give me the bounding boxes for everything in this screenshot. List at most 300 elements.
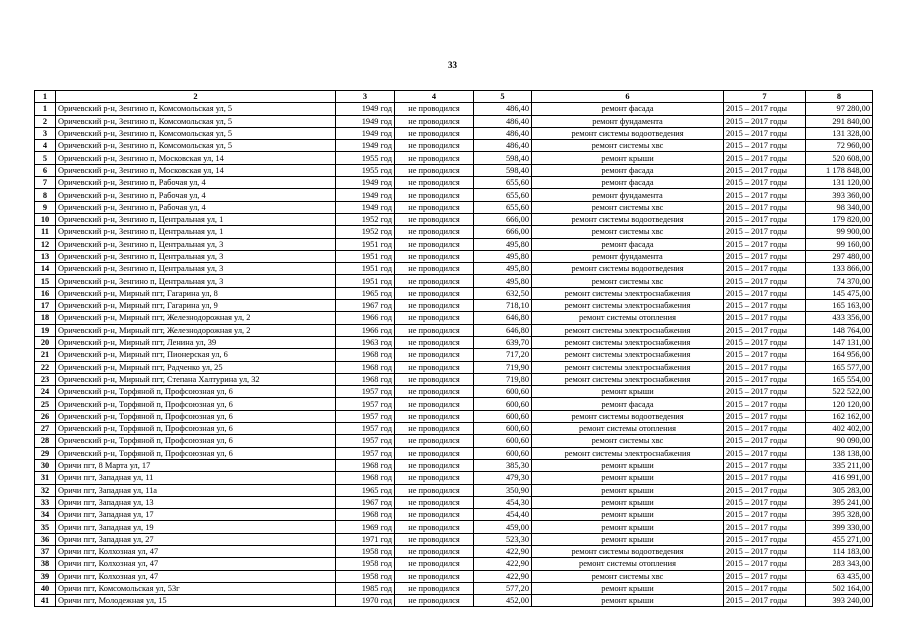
inspection-cell: не проводился [395, 189, 474, 201]
period-cell: 2015 – 2017 годы [724, 238, 806, 250]
cost-cell: 402 402,00 [806, 423, 873, 435]
row-number-cell: 17 [35, 300, 56, 312]
table-row [35, 226, 873, 238]
area-cell: 385,30 [474, 459, 532, 471]
address-cell: Оричевский р-н, Мирный пгт, Железнодорожная ул, 2 [56, 312, 336, 324]
table-row [35, 300, 873, 312]
inspection-cell: не проводился [395, 250, 474, 262]
area-cell: 452,00 [474, 595, 532, 607]
inspection-cell: не проводился [395, 373, 474, 385]
year-built-cell: 1965 год [336, 484, 395, 496]
column-number: 6 [532, 91, 724, 103]
row-number-cell: 7 [35, 177, 56, 189]
table-row [35, 373, 873, 385]
period-cell: 2015 – 2017 годы [724, 533, 806, 545]
period-cell: 2015 – 2017 годы [724, 582, 806, 594]
year-built-cell: 1958 год [336, 545, 395, 557]
table-row [35, 361, 873, 373]
address-cell: Оричевский р-н, Зенгино п, Рабочая ул, 4 [56, 201, 336, 213]
year-built-cell: 1958 год [336, 558, 395, 570]
work-type-cell: ремонт фасада [532, 103, 724, 115]
year-built-cell: 1968 год [336, 349, 395, 361]
row-number-cell: 26 [35, 410, 56, 422]
inspection-cell: не проводился [395, 226, 474, 238]
work-type-cell: ремонт системы отопления [532, 423, 724, 435]
table-row [35, 115, 873, 127]
area-cell: 655,60 [474, 189, 532, 201]
row-number-cell: 2 [35, 115, 56, 127]
row-number-cell: 39 [35, 570, 56, 582]
area-cell: 454,40 [474, 509, 532, 521]
cost-cell: 133 866,00 [806, 263, 873, 275]
table-row [35, 533, 873, 545]
year-built-cell: 1966 год [336, 312, 395, 324]
cost-cell: 520 608,00 [806, 152, 873, 164]
row-number-cell: 15 [35, 275, 56, 287]
cost-cell: 97 280,00 [806, 103, 873, 115]
table-row [35, 570, 873, 582]
work-type-cell: ремонт фасада [532, 177, 724, 189]
inspection-cell: не проводился [395, 545, 474, 557]
year-built-cell: 1955 год [336, 152, 395, 164]
row-number-cell: 38 [35, 558, 56, 570]
table-row [35, 140, 873, 152]
year-built-cell: 1957 год [336, 386, 395, 398]
area-cell: 486,40 [474, 140, 532, 152]
row-number-cell: 29 [35, 447, 56, 459]
work-type-cell: ремонт системы электроснабжения [532, 447, 724, 459]
period-cell: 2015 – 2017 годы [724, 509, 806, 521]
work-type-cell: ремонт системы электроснабжения [532, 361, 724, 373]
address-cell: Оричи пгт, Западная ул, 19 [56, 521, 336, 533]
cost-cell: 393 240,00 [806, 595, 873, 607]
address-cell: Оричевский р-н, Зенгино п, Центральная ул, 3 [56, 263, 336, 275]
area-cell: 495,80 [474, 250, 532, 262]
row-number-cell: 22 [35, 361, 56, 373]
period-cell: 2015 – 2017 годы [724, 164, 806, 176]
period-cell: 2015 – 2017 годы [724, 152, 806, 164]
address-cell: Оричевский р-н, Торфяной п, Профсоюзная ул, 6 [56, 398, 336, 410]
year-built-cell: 1970 год [336, 595, 395, 607]
area-cell: 486,40 [474, 103, 532, 115]
period-cell: 2015 – 2017 годы [724, 349, 806, 361]
inspection-cell: не проводился [395, 435, 474, 447]
row-number-cell: 10 [35, 213, 56, 225]
year-built-cell: 1949 год [336, 140, 395, 152]
year-built-cell: 1957 год [336, 410, 395, 422]
row-number-cell: 40 [35, 582, 56, 594]
inspection-cell: не проводился [395, 115, 474, 127]
area-cell: 495,80 [474, 238, 532, 250]
work-type-cell: ремонт крыши [532, 582, 724, 594]
inspection-cell: не проводился [395, 423, 474, 435]
inspection-cell: не проводился [395, 496, 474, 508]
work-type-cell: ремонт крыши [532, 484, 724, 496]
period-cell: 2015 – 2017 годы [724, 472, 806, 484]
row-number-cell: 16 [35, 287, 56, 299]
year-built-cell: 1949 год [336, 127, 395, 139]
row-number-cell: 1 [35, 103, 56, 115]
inspection-cell: не проводился [395, 558, 474, 570]
year-built-cell: 1949 год [336, 201, 395, 213]
area-cell: 454,30 [474, 496, 532, 508]
table-row [35, 275, 873, 287]
period-cell: 2015 – 2017 годы [724, 373, 806, 385]
period-cell: 2015 – 2017 годы [724, 595, 806, 607]
work-type-cell: ремонт системы хвс [532, 435, 724, 447]
table-row [35, 213, 873, 225]
work-type-cell: ремонт системы хвс [532, 140, 724, 152]
year-built-cell: 1951 год [336, 275, 395, 287]
period-cell: 2015 – 2017 годы [724, 410, 806, 422]
address-cell: Оричевский р-н, Мирный пгт, Гагарина ул, 8 [56, 287, 336, 299]
cost-cell: 297 480,00 [806, 250, 873, 262]
period-cell: 2015 – 2017 годы [724, 127, 806, 139]
address-cell: Оричевский р-н, Мирный пгт, Железнодорожная ул, 2 [56, 324, 336, 336]
row-number-cell: 30 [35, 459, 56, 471]
table-row [35, 410, 873, 422]
table-row [35, 509, 873, 521]
year-built-cell: 1968 год [336, 373, 395, 385]
address-cell: Оричевский р-н, Торфяной п, Профсоюзная ул, 6 [56, 423, 336, 435]
row-number-cell: 27 [35, 423, 56, 435]
area-cell: 600,60 [474, 398, 532, 410]
cost-cell: 114 183,00 [806, 545, 873, 557]
inspection-cell: не проводился [395, 533, 474, 545]
row-number-cell: 5 [35, 152, 56, 164]
address-cell: Оричи пгт, Комсомольская ул, 53г [56, 582, 336, 594]
period-cell: 2015 – 2017 годы [724, 435, 806, 447]
table-row [35, 152, 873, 164]
address-cell: Оричевский р-н, Зенгино п, Центральная ул, 3 [56, 250, 336, 262]
area-cell: 479,30 [474, 472, 532, 484]
table-row [35, 484, 873, 496]
inspection-cell: не проводился [395, 213, 474, 225]
work-type-cell: ремонт системы отопления [532, 558, 724, 570]
work-type-cell: ремонт системы водоотведения [532, 410, 724, 422]
area-cell: 598,40 [474, 164, 532, 176]
row-number-cell: 20 [35, 336, 56, 348]
period-cell: 2015 – 2017 годы [724, 545, 806, 557]
address-cell: Оричи пгт, Колхозная ул, 47 [56, 558, 336, 570]
table-row [35, 336, 873, 348]
year-built-cell: 1968 год [336, 361, 395, 373]
table-row [35, 435, 873, 447]
work-type-cell: ремонт системы водоотведения [532, 545, 724, 557]
address-cell: Оричи пгт, Западная ул, 11а [56, 484, 336, 496]
area-cell: 666,00 [474, 226, 532, 238]
year-built-cell: 1957 год [336, 447, 395, 459]
column-number: 3 [336, 91, 395, 103]
inspection-cell: не проводился [395, 312, 474, 324]
period-cell: 2015 – 2017 годы [724, 103, 806, 115]
year-built-cell: 1949 год [336, 177, 395, 189]
address-cell: Оричевский р-н, Торфяной п, Профсоюзная ул, 6 [56, 447, 336, 459]
column-number-row [35, 91, 873, 103]
table-row [35, 250, 873, 262]
column-number: 5 [474, 91, 532, 103]
table-row [35, 324, 873, 336]
period-cell: 2015 – 2017 годы [724, 287, 806, 299]
inspection-cell: не проводился [395, 164, 474, 176]
year-built-cell: 1951 год [336, 263, 395, 275]
address-cell: Оричевский р-н, Зенгино п, Комсомольская ул, 5 [56, 140, 336, 152]
cost-cell: 283 343,00 [806, 558, 873, 570]
work-type-cell: ремонт системы хвс [532, 201, 724, 213]
period-cell: 2015 – 2017 годы [724, 312, 806, 324]
cost-cell: 145 475,00 [806, 287, 873, 299]
work-type-cell: ремонт крыши [532, 595, 724, 607]
year-built-cell: 1949 год [336, 189, 395, 201]
table-row [35, 582, 873, 594]
period-cell: 2015 – 2017 годы [724, 300, 806, 312]
column-number: 1 [35, 91, 56, 103]
year-built-cell: 1965 год [336, 287, 395, 299]
cost-cell: 162 162,00 [806, 410, 873, 422]
inspection-cell: не проводился [395, 361, 474, 373]
cost-cell: 502 164,00 [806, 582, 873, 594]
repair-register-table [34, 90, 873, 607]
area-cell: 600,60 [474, 447, 532, 459]
area-cell: 422,90 [474, 570, 532, 582]
cost-cell: 138 138,00 [806, 447, 873, 459]
year-built-cell: 1963 год [336, 336, 395, 348]
column-number: 7 [724, 91, 806, 103]
row-number-cell: 21 [35, 349, 56, 361]
work-type-cell: ремонт крыши [532, 521, 724, 533]
work-type-cell: ремонт системы водоотведения [532, 127, 724, 139]
row-number-cell: 6 [35, 164, 56, 176]
cost-cell: 455 271,00 [806, 533, 873, 545]
area-cell: 495,80 [474, 263, 532, 275]
work-type-cell: ремонт системы электроснабжения [532, 349, 724, 361]
year-built-cell: 1949 год [336, 103, 395, 115]
area-cell: 486,40 [474, 127, 532, 139]
cost-cell: 90 090,00 [806, 435, 873, 447]
table-row [35, 349, 873, 361]
work-type-cell: ремонт системы водоотведения [532, 263, 724, 275]
cost-cell: 165 163,00 [806, 300, 873, 312]
row-number-cell: 36 [35, 533, 56, 545]
work-type-cell: ремонт системы электроснабжения [532, 287, 724, 299]
address-cell: Оричевский р-н, Зенгино п, Московская ул, 14 [56, 152, 336, 164]
work-type-cell: ремонт крыши [532, 386, 724, 398]
period-cell: 2015 – 2017 годы [724, 263, 806, 275]
area-cell: 646,80 [474, 312, 532, 324]
table-row [35, 164, 873, 176]
row-number-cell: 37 [35, 545, 56, 557]
address-cell: Оричи пгт, Западная ул, 11 [56, 472, 336, 484]
year-built-cell: 1966 год [336, 324, 395, 336]
address-cell: Оричи пгт, Колхозная ул, 47 [56, 545, 336, 557]
cost-cell: 305 283,00 [806, 484, 873, 496]
inspection-cell: не проводился [395, 398, 474, 410]
work-type-cell: ремонт системы электроснабжения [532, 324, 724, 336]
cost-cell: 164 956,00 [806, 349, 873, 361]
cost-cell: 131 120,00 [806, 177, 873, 189]
cost-cell: 72 960,00 [806, 140, 873, 152]
address-cell: Оричевский р-н, Зенгино п, Комсомольская ул, 5 [56, 115, 336, 127]
year-built-cell: 1968 год [336, 472, 395, 484]
row-number-cell: 41 [35, 595, 56, 607]
period-cell: 2015 – 2017 годы [724, 275, 806, 287]
period-cell: 2015 – 2017 годы [724, 140, 806, 152]
table-row [35, 447, 873, 459]
table-row [35, 189, 873, 201]
table-row [35, 472, 873, 484]
year-built-cell: 1951 год [336, 238, 395, 250]
row-number-cell: 33 [35, 496, 56, 508]
address-cell: Оричевский р-н, Мирный пгт, Пионерская ул, 6 [56, 349, 336, 361]
year-built-cell: 1952 год [336, 213, 395, 225]
area-cell: 600,60 [474, 423, 532, 435]
work-type-cell: ремонт фундамента [532, 250, 724, 262]
row-number-cell: 12 [35, 238, 56, 250]
year-built-cell: 1969 год [336, 521, 395, 533]
inspection-cell: не проводился [395, 324, 474, 336]
row-number-cell: 8 [35, 189, 56, 201]
table-row [35, 398, 873, 410]
period-cell: 2015 – 2017 годы [724, 423, 806, 435]
work-type-cell: ремонт крыши [532, 152, 724, 164]
year-built-cell: 1958 год [336, 570, 395, 582]
column-number: 4 [395, 91, 474, 103]
cost-cell: 99 160,00 [806, 238, 873, 250]
area-cell: 422,90 [474, 558, 532, 570]
area-cell: 632,50 [474, 287, 532, 299]
inspection-cell: не проводился [395, 570, 474, 582]
inspection-cell: не проводился [395, 275, 474, 287]
inspection-cell: не проводился [395, 521, 474, 533]
row-number-cell: 32 [35, 484, 56, 496]
row-number-cell: 25 [35, 398, 56, 410]
inspection-cell: не проводился [395, 582, 474, 594]
page-number: 33 [448, 60, 457, 70]
row-number-cell: 19 [35, 324, 56, 336]
period-cell: 2015 – 2017 годы [724, 386, 806, 398]
row-number-cell: 28 [35, 435, 56, 447]
area-cell: 655,60 [474, 201, 532, 213]
area-cell: 646,80 [474, 324, 532, 336]
cost-cell: 131 328,00 [806, 127, 873, 139]
year-built-cell: 1957 год [336, 435, 395, 447]
year-built-cell: 1968 год [336, 459, 395, 471]
area-cell: 718,10 [474, 300, 532, 312]
table-row [35, 127, 873, 139]
area-cell: 422,90 [474, 545, 532, 557]
work-type-cell: ремонт системы водоотведения [532, 213, 724, 225]
cost-cell: 395 328,00 [806, 509, 873, 521]
table-row [35, 459, 873, 471]
period-cell: 2015 – 2017 годы [724, 177, 806, 189]
cost-cell: 291 840,00 [806, 115, 873, 127]
address-cell: Оричи пгт, Колхозная ул, 47 [56, 570, 336, 582]
address-cell: Оричевский р-н, Зенгино п, Центральная ул, 1 [56, 226, 336, 238]
address-cell: Оричи пгт, Западная ул, 27 [56, 533, 336, 545]
area-cell: 666,00 [474, 213, 532, 225]
area-cell: 459,00 [474, 521, 532, 533]
address-cell: Оричевский р-н, Торфяной п, Профсоюзная ул, 6 [56, 386, 336, 398]
address-cell: Оричи пгт, Западная ул, 13 [56, 496, 336, 508]
inspection-cell: не проводился [395, 152, 474, 164]
address-cell: Оричи пгт, Западная ул, 17 [56, 509, 336, 521]
table-row [35, 423, 873, 435]
inspection-cell: не проводился [395, 287, 474, 299]
address-cell: Оричевский р-н, Мирный пгт, Ленина ул, 39 [56, 336, 336, 348]
work-type-cell: ремонт крыши [532, 533, 724, 545]
work-type-cell: ремонт фасада [532, 398, 724, 410]
inspection-cell: не проводился [395, 595, 474, 607]
area-cell: 600,60 [474, 435, 532, 447]
row-number-cell: 23 [35, 373, 56, 385]
period-cell: 2015 – 2017 годы [724, 226, 806, 238]
table-row [35, 263, 873, 275]
inspection-cell: не проводился [395, 509, 474, 521]
year-built-cell: 1952 год [336, 226, 395, 238]
work-type-cell: ремонт системы хвс [532, 570, 724, 582]
work-type-cell: ремонт системы электроснабжения [532, 300, 724, 312]
period-cell: 2015 – 2017 годы [724, 189, 806, 201]
row-number-cell: 34 [35, 509, 56, 521]
area-cell: 523,30 [474, 533, 532, 545]
cost-cell: 335 211,00 [806, 459, 873, 471]
year-built-cell: 1957 год [336, 423, 395, 435]
period-cell: 2015 – 2017 годы [724, 201, 806, 213]
period-cell: 2015 – 2017 годы [724, 361, 806, 373]
period-cell: 2015 – 2017 годы [724, 570, 806, 582]
table-row [35, 521, 873, 533]
period-cell: 2015 – 2017 годы [724, 115, 806, 127]
area-cell: 717,20 [474, 349, 532, 361]
period-cell: 2015 – 2017 годы [724, 484, 806, 496]
inspection-cell: не проводился [395, 410, 474, 422]
period-cell: 2015 – 2017 годы [724, 398, 806, 410]
inspection-cell: не проводился [395, 263, 474, 275]
cost-cell: 1 178 848,00 [806, 164, 873, 176]
inspection-cell: не проводился [395, 300, 474, 312]
table-row [35, 312, 873, 324]
work-type-cell: ремонт системы электроснабжения [532, 336, 724, 348]
row-number-cell: 9 [35, 201, 56, 213]
area-cell: 719,80 [474, 373, 532, 385]
table-row [35, 287, 873, 299]
area-cell: 600,60 [474, 410, 532, 422]
year-built-cell: 1951 год [336, 250, 395, 262]
column-number: 2 [56, 91, 336, 103]
table-row [35, 386, 873, 398]
address-cell: Оричевский р-н, Зенгино п, Московская ул, 14 [56, 164, 336, 176]
cost-cell: 74 370,00 [806, 275, 873, 287]
period-cell: 2015 – 2017 годы [724, 336, 806, 348]
cost-cell: 99 900,00 [806, 226, 873, 238]
cost-cell: 147 131,00 [806, 336, 873, 348]
area-cell: 577,20 [474, 582, 532, 594]
address-cell: Оричи пгт, Молодежная ул, 15 [56, 595, 336, 607]
cost-cell: 433 356,00 [806, 312, 873, 324]
area-cell: 486,40 [474, 115, 532, 127]
inspection-cell: не проводился [395, 459, 474, 471]
period-cell: 2015 – 2017 годы [724, 213, 806, 225]
row-number-cell: 24 [35, 386, 56, 398]
address-cell: Оричевский р-н, Зенгино п, Центральная ул, 3 [56, 275, 336, 287]
area-cell: 719,90 [474, 361, 532, 373]
period-cell: 2015 – 2017 годы [724, 558, 806, 570]
inspection-cell: не проводился [395, 386, 474, 398]
row-number-cell: 35 [35, 521, 56, 533]
address-cell: Оричевский р-н, Зенгино п, Центральная ул, 1 [56, 213, 336, 225]
area-cell: 598,40 [474, 152, 532, 164]
cost-cell: 165 554,00 [806, 373, 873, 385]
